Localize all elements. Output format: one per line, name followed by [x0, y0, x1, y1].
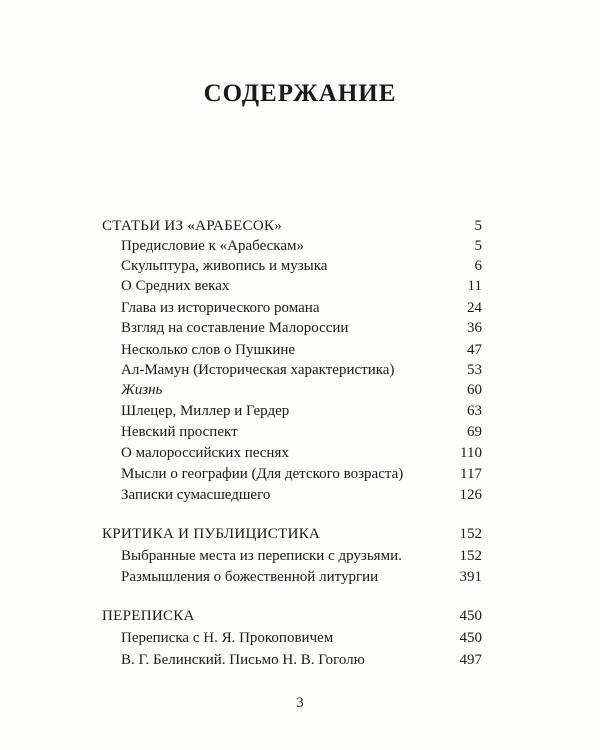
entry-title: Предисловие к «Арабескам» [121, 238, 304, 254]
entry-title: Глава из исторического романа [121, 300, 320, 316]
entry-page: 450 [459, 630, 482, 646]
page-number: 3 [296, 695, 304, 711]
toc-entry[interactable] [0, 650, 600, 670]
entry-title: Мысли о географии (Для детского возраста) [121, 466, 404, 482]
toc-entry[interactable] [0, 464, 600, 484]
entry-title: Несколько слов о Пушкине [121, 342, 296, 358]
entry-page: 69 [467, 424, 482, 440]
entry-title: Скульптура, живопись и музыка [121, 258, 328, 274]
entry-title: Жизнь [121, 382, 163, 398]
toc-entry[interactable] [0, 443, 600, 463]
toc-entry[interactable] [0, 276, 600, 296]
entry-page: 117 [460, 466, 482, 482]
toc-entry[interactable] [0, 546, 600, 566]
toc-section-heading[interactable] [0, 216, 600, 236]
entry-page: 110 [460, 445, 482, 461]
entry-page: 53 [467, 362, 482, 378]
toc-entry[interactable] [0, 567, 600, 587]
toc-section-heading[interactable] [0, 606, 600, 626]
toc-entry[interactable] [0, 628, 600, 648]
entry-title: Размышления о божественной литургии [121, 569, 379, 585]
entry-page: 47 [467, 342, 482, 358]
entry-page: 126 [459, 487, 482, 503]
entry-page: 5 [474, 238, 482, 254]
section-page: 152 [459, 526, 482, 542]
toc-entry[interactable] [0, 236, 600, 256]
entry-page: 11 [467, 278, 482, 294]
entry-page: 497 [459, 652, 482, 668]
section-title: КРИТИКА И ПУБЛИЦИСТИКА [102, 526, 321, 542]
page-title: СОДЕРЖАНИЕ [203, 80, 397, 107]
entry-page: 63 [467, 403, 482, 419]
entry-title: Шлецер, Миллер и Гердер [121, 403, 290, 419]
entry-page: 391 [459, 569, 482, 585]
toc-entry[interactable] [0, 298, 600, 318]
section-title: СТАТЬИ ИЗ «АРАБЕСОК» [102, 218, 283, 234]
entry-title: О Средних веках [121, 278, 230, 294]
entry-title: Выбранные места из переписки с друзьями. [121, 548, 402, 564]
entry-page: 6 [474, 258, 482, 274]
entry-title: Переписка с Н. Я. Прокоповичем [121, 630, 334, 646]
entry-title: Взгляд на составление Малороссии [121, 320, 349, 336]
entry-page: 60 [467, 382, 482, 398]
entry-title: Невский проспект [121, 424, 238, 440]
toc-entry[interactable] [0, 318, 600, 338]
toc-entry[interactable] [0, 340, 600, 360]
toc-entry[interactable] [0, 256, 600, 276]
toc-entry[interactable] [0, 380, 600, 400]
section-page: 450 [459, 608, 482, 624]
entry-page: 36 [467, 320, 482, 336]
toc-entry[interactable] [0, 401, 600, 421]
entry-title: Ал-Мамун (Историческая характеристика) [121, 362, 395, 378]
entry-page: 24 [467, 300, 482, 316]
toc-entry[interactable] [0, 485, 600, 505]
entry-title: О малороссийских песнях [121, 445, 289, 461]
toc-section-heading[interactable] [0, 524, 600, 544]
toc-entry[interactable] [0, 422, 600, 442]
entry-title: Записки сумасшедшего [121, 487, 271, 503]
entry-page: 152 [459, 548, 482, 564]
toc-entry[interactable] [0, 360, 600, 380]
entry-title: В. Г. Белинский. Письмо Н. В. Гоголю [121, 652, 365, 668]
section-page: 5 [474, 218, 482, 234]
section-title: ПЕРЕПИСКА [102, 608, 195, 624]
